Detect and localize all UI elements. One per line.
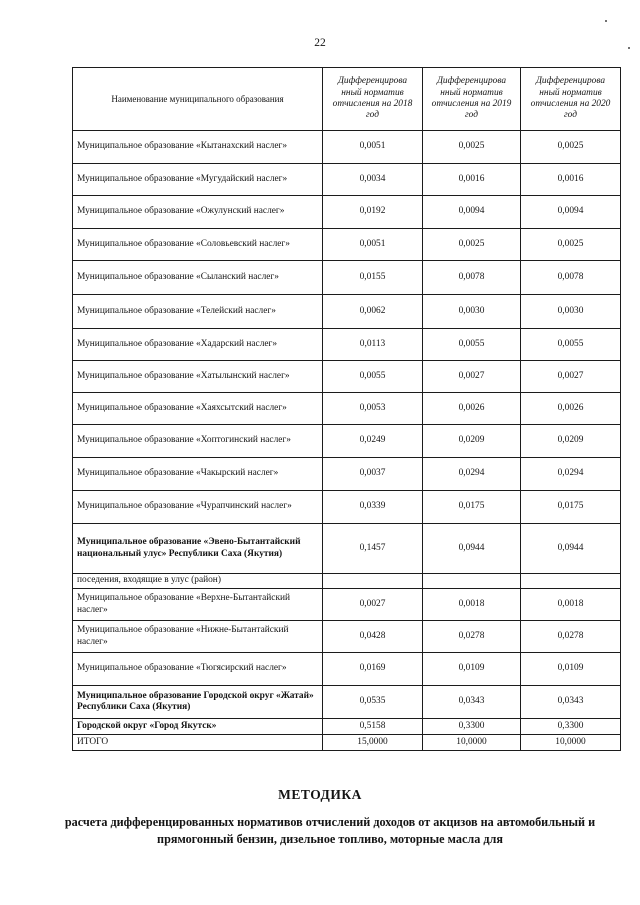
row-name: Муниципальное образование «Хоптогинский наслег» xyxy=(73,425,323,458)
value-2019: 0,0027 xyxy=(423,361,521,393)
value-2020: 0,0078 xyxy=(521,261,621,295)
table-row xyxy=(73,686,621,719)
row-name: Муниципальное образование «Сыланский наслег» xyxy=(73,261,323,295)
value-2019: 0,0175 xyxy=(423,491,521,524)
value-2020 xyxy=(521,574,621,589)
value-2019: 0,0278 xyxy=(423,621,521,653)
value-2019: 0,0109 xyxy=(423,653,521,686)
table-row xyxy=(73,261,621,295)
value-2020: 10,0000 xyxy=(521,735,621,751)
value-2018: 0,0051 xyxy=(323,229,423,261)
value-2018: 0,0027 xyxy=(323,589,423,621)
value-2018: 0,0192 xyxy=(323,196,423,229)
column-header-2018: Дифференцирова нный норматив отчисления на 2018 год xyxy=(323,68,423,131)
value-2018: 0,0535 xyxy=(323,686,423,719)
value-2018: 0,0155 xyxy=(323,261,423,295)
value-2019: 0,0030 xyxy=(423,295,521,329)
column-header-2020: Дифференцирова нный норматив отчисления на 2020 год xyxy=(521,68,621,131)
row-name: Муниципальное образование «Чакырский наслег» xyxy=(73,458,323,491)
row-name: Муниципальное образование «Кытанахский наслег» xyxy=(73,131,323,164)
value-2019 xyxy=(423,574,521,589)
table-row xyxy=(73,393,621,425)
norms-table xyxy=(72,67,621,751)
value-2018: 0,0249 xyxy=(323,425,423,458)
value-2019: 0,0055 xyxy=(423,329,521,361)
table-row-total xyxy=(73,735,621,751)
row-name: Муниципальное образование «Тюгясирский наслег» xyxy=(73,653,323,686)
table-row xyxy=(73,589,621,621)
value-2019: 0,0944 xyxy=(423,524,521,574)
column-header-name: Наименование муниципального образования xyxy=(73,68,323,131)
row-name: Муниципальное образование «Мугудайский наслег» xyxy=(73,164,323,196)
value-2018: 0,0428 xyxy=(323,621,423,653)
value-2020: 0,0343 xyxy=(521,686,621,719)
row-name: Муниципальное образование «Хаяхсытский наслег» xyxy=(73,393,323,425)
value-2020: 0,0278 xyxy=(521,621,621,653)
value-2020: 0,0294 xyxy=(521,458,621,491)
value-2020: 0,3300 xyxy=(521,719,621,735)
table-row xyxy=(73,621,621,653)
table-row xyxy=(73,295,621,329)
row-name: Муниципальное образование «Верхне-Бытантайский наслег» xyxy=(73,589,323,621)
page-number: 22 xyxy=(314,37,326,49)
column-header-2019: Дифференцирова нный норматив отчисления на 2019 год xyxy=(423,68,521,131)
value-2020: 0,0109 xyxy=(521,653,621,686)
value-2019: 0,0294 xyxy=(423,458,521,491)
value-2018: 0,0051 xyxy=(323,131,423,164)
row-name: Муниципальное образование «Чурапчинский наслег» xyxy=(73,491,323,524)
row-name: Муниципальное образование «Хадарский наслег» xyxy=(73,329,323,361)
table-row xyxy=(73,196,621,229)
value-2018: 0,0169 xyxy=(323,653,423,686)
value-2020: 0,0025 xyxy=(521,131,621,164)
row-name: Муниципальное образование «Хатылынский наслег» xyxy=(73,361,323,393)
value-2019: 0,0094 xyxy=(423,196,521,229)
value-2018: 0,0034 xyxy=(323,164,423,196)
row-name: Городской округ «Город Якутск» xyxy=(73,719,323,735)
value-2018: 0,0062 xyxy=(323,295,423,329)
table-row xyxy=(73,131,621,164)
value-2018: 0,0113 xyxy=(323,329,423,361)
table-row xyxy=(73,491,621,524)
table-row xyxy=(73,164,621,196)
methodology-title: МЕТОДИКА xyxy=(278,787,362,802)
value-2019: 0,3300 xyxy=(423,719,521,735)
table-row xyxy=(73,719,621,735)
value-2019: 0,0343 xyxy=(423,686,521,719)
value-2020: 0,0030 xyxy=(521,295,621,329)
value-2019: 0,0016 xyxy=(423,164,521,196)
table-row xyxy=(73,458,621,491)
value-2019: 0,0209 xyxy=(423,425,521,458)
value-2020: 0,0175 xyxy=(521,491,621,524)
value-2018: 0,1457 xyxy=(323,524,423,574)
row-name: Муниципальное образование Городской округ «Жатай» Республики Саха (Якутия) xyxy=(73,686,323,719)
value-2018: 0,0037 xyxy=(323,458,423,491)
table-row xyxy=(73,653,621,686)
table-row xyxy=(73,574,621,589)
value-2020: 0,0018 xyxy=(521,589,621,621)
scan-speck xyxy=(605,20,607,22)
value-2019: 0,0025 xyxy=(423,229,521,261)
value-2020: 0,0055 xyxy=(521,329,621,361)
table-row xyxy=(73,524,621,574)
value-2020: 0,0094 xyxy=(521,196,621,229)
value-2019: 10,0000 xyxy=(423,735,521,751)
value-2020: 0,0026 xyxy=(521,393,621,425)
value-2019: 0,0026 xyxy=(423,393,521,425)
table-row xyxy=(73,361,621,393)
value-2020: 0,0025 xyxy=(521,229,621,261)
row-name: поседения, входящие в улус (район) xyxy=(73,574,323,589)
row-name: Муниципальное образование «Нижне-Бытантайский наслег» xyxy=(73,621,323,653)
value-2020: 0,0016 xyxy=(521,164,621,196)
value-2018 xyxy=(323,574,423,589)
row-name: Муниципальное образование «Соловьевский наслег» xyxy=(73,229,323,261)
value-2020: 0,0027 xyxy=(521,361,621,393)
value-2020: 0,0209 xyxy=(521,425,621,458)
value-2018: 0,5158 xyxy=(323,719,423,735)
value-2019: 0,0018 xyxy=(423,589,521,621)
table-row xyxy=(73,229,621,261)
table-row xyxy=(73,425,621,458)
table-row xyxy=(73,329,621,361)
value-2019: 0,0078 xyxy=(423,261,521,295)
value-2020: 0,0944 xyxy=(521,524,621,574)
value-2018: 0,0053 xyxy=(323,393,423,425)
value-2018: 15,0000 xyxy=(323,735,423,751)
value-2018: 0,0339 xyxy=(323,491,423,524)
table-header-row xyxy=(73,68,621,131)
methodology-subtitle: расчета дифференцированных нормативов отчислений доходов от акцизов на автомобильный и прямогонный бензин, дизельное топливо, моторные масла для xyxy=(64,815,596,846)
row-name: ИТОГО xyxy=(73,735,323,751)
row-name: Муниципальное образование «Эвено-Бытантайский национальный улус» Республики Саха (Якутия) xyxy=(73,524,323,574)
row-name: Муниципальное образование «Телейский наслег» xyxy=(73,295,323,329)
value-2019: 0,0025 xyxy=(423,131,521,164)
row-name: Муниципальное образование «Ожулунский наслег» xyxy=(73,196,323,229)
value-2018: 0,0055 xyxy=(323,361,423,393)
